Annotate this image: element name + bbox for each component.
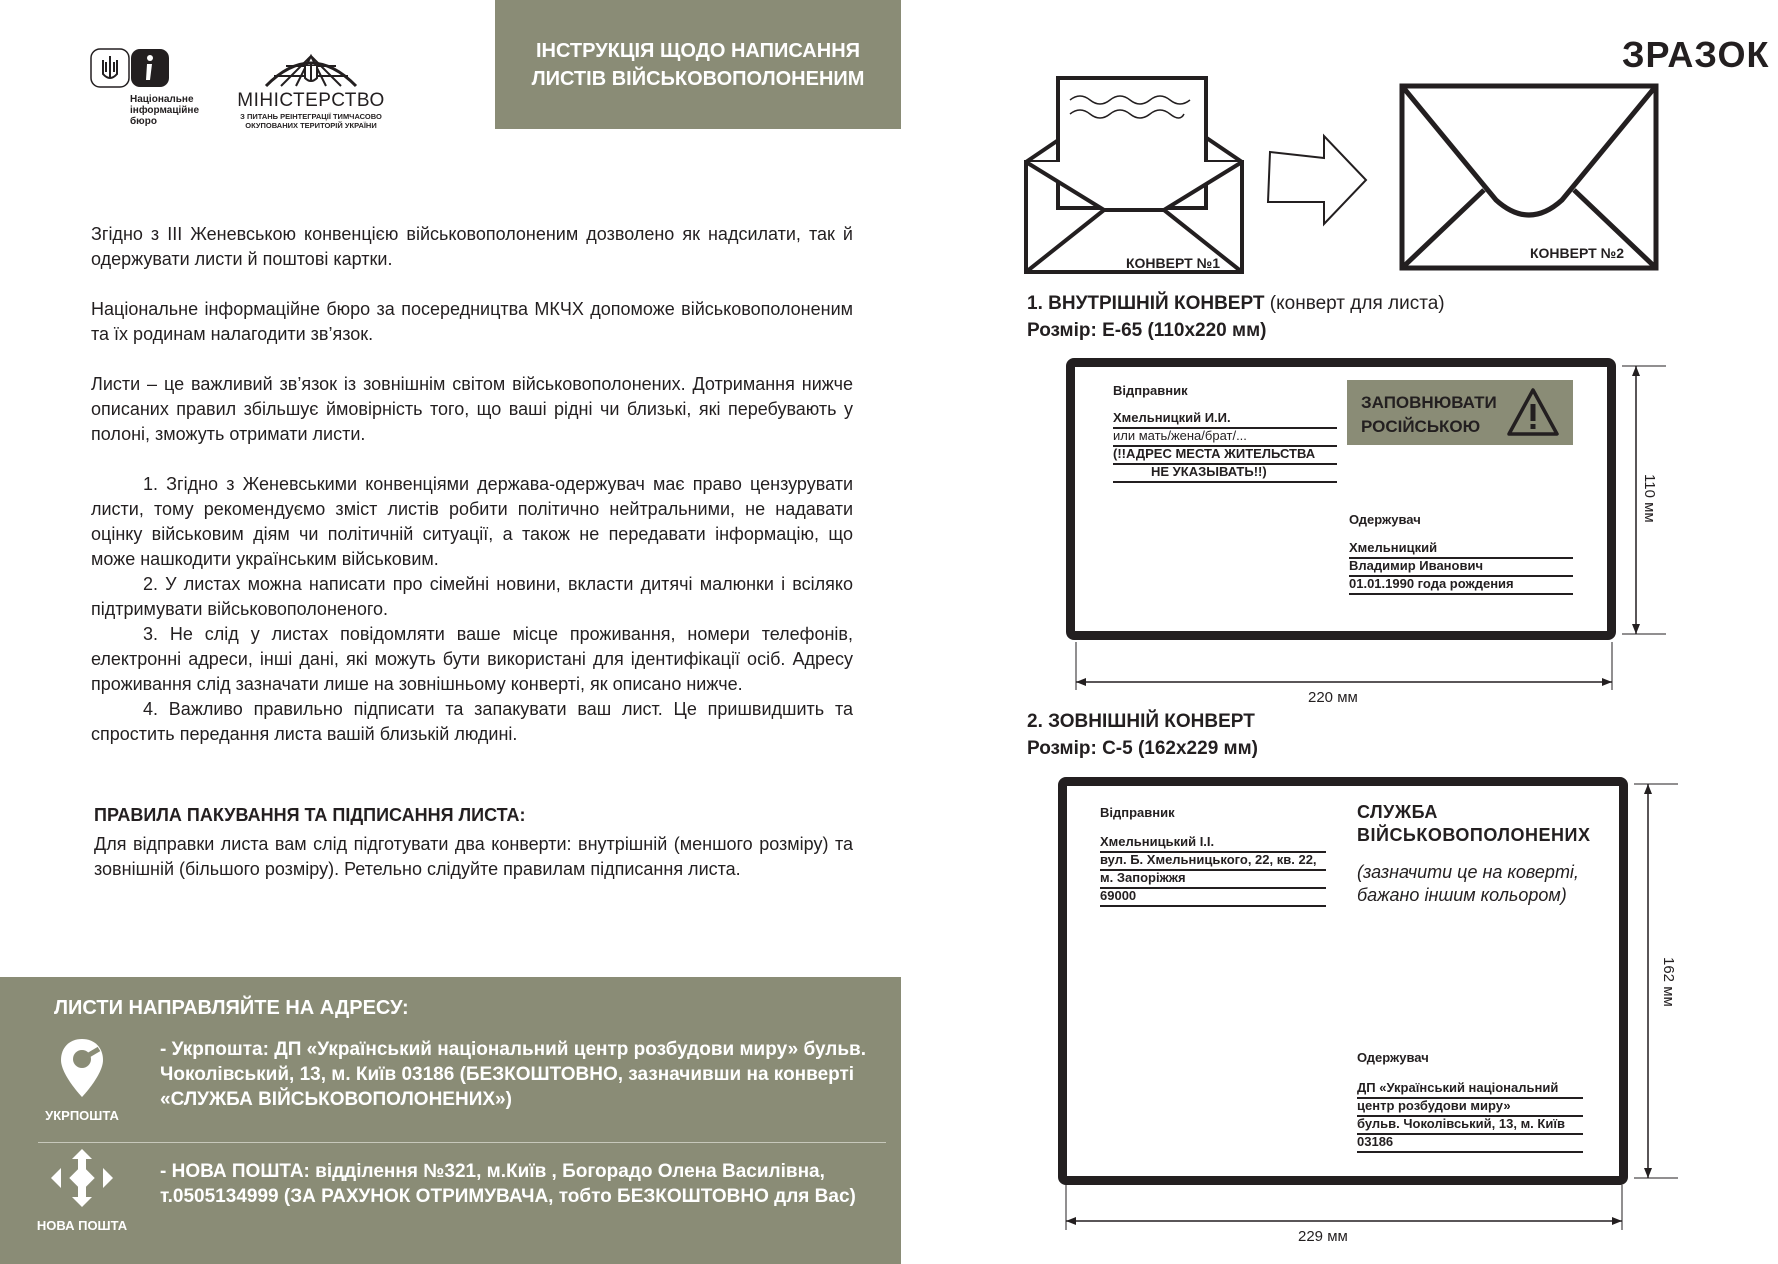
- envelope-2-label: КОНВЕРТ №2: [1530, 245, 1624, 261]
- outer-sender-line-4: 69000: [1100, 888, 1326, 907]
- paragraph-1: Згідно з III Женевською конвенцією військовополоненим дозволено як надсилати, так й одержувати листи й поштові картки.: [91, 224, 853, 269]
- nova-poshta-logo: [32, 1147, 132, 1233]
- ukrposhta-logo: [32, 1037, 132, 1123]
- outer-sender-line-3: м. Запоріжжя: [1100, 870, 1326, 889]
- ukrposhta-address: - Укрпошта: ДП «Український національний центр розбудови миру» бульв. Чоколівський, 13, м. Київ 03186 (БЕЗКОШТОВНО, зазначивши на конверті «СЛУЖБА ВІЙСЬКОВОПОЛОНЕНИХ»): [160, 1039, 866, 1110]
- outer-recipient-line-2: центр розбудови миру»: [1357, 1098, 1583, 1117]
- rule-item-2: 2. У листах можна написати про сімейні новини, вкласти дитячі малюнки і всіляко підтримувати військовополоненого.: [91, 574, 853, 619]
- outer-sender-line-1: Хмельницький І.І.: [1100, 834, 1326, 853]
- inner-sender-line-4: НЕ УКАЗЫВАТЬ!!): [1113, 464, 1337, 483]
- inner-height-label: 110 мм: [1641, 474, 1658, 523]
- nib-caption: Національне інформаційне бюро: [130, 94, 200, 127]
- nova-poshta-address: - НОВА ПОШТА: відділення №321, м.Київ , Богорадо Олена Василівна, т.0505134999 (ЗА РАХУНОК ОТРИМУВАЧА, тобто БЕЗКОШТОВНО для Вас): [160, 1161, 856, 1207]
- service-name: СЛУЖБА ВІЙСЬКОВОПОЛОНЕНИХ: [1357, 802, 1591, 845]
- inner-sender-label: Відправник: [1113, 383, 1188, 398]
- outer-recipient-line-1: ДП «Український національний: [1357, 1080, 1583, 1099]
- document-title: ІНСТРУКЦІЯ ЩОДО НАПИСАННЯ ЛИСТІВ ВІЙСЬКОВОПОЛОНЕНИМ: [531, 39, 865, 90]
- inner-envelope-heading: [1027, 290, 1445, 317]
- ministry-subtitle: З ПИТАНЬ РЕІНТЕГРАЦІЇ ТИМЧАСОВО ОКУПОВАНИХ ТЕРИТОРІЙ УКРАЇНИ: [240, 112, 382, 130]
- sample-title: ЗРАЗОК: [1622, 34, 1770, 75]
- inner-sender-line-3: (!!АДРЕС МЕСТА ЖИТЕЛЬСТВА: [1113, 446, 1337, 465]
- inner-recipient-line-2: Владимир Иванович: [1349, 558, 1573, 577]
- logos: [90, 48, 390, 138]
- outer-height-label: 162 мм: [1660, 957, 1677, 1007]
- nova-poshta-icon: [49, 1147, 115, 1209]
- outer-sender-line-2: вул. Б. Хмельницького, 22, кв. 22,: [1100, 852, 1326, 871]
- paragraph-3: Листи – це важливий зв’язок із зовнішнім світом військовополонених. Дотримання нижче описаних правил збільшує ймовірність того, що ваші рідні чи близькі, які перебувають у полоні, зможуть отримати листи.: [91, 374, 853, 444]
- ministry-dome-icon: [236, 48, 386, 88]
- rule-item-3: 3. Не слід у листах повідомляти ваше місце проживання, номери телефонів, електронні адреси, інші дані, які можуть бути використані для ідентифікації осіб. Адресу проживання слід зазначати лише на зовнішньому конверті, як описано нижче.: [91, 624, 853, 694]
- inner-recipient-label: Одержувач: [1349, 512, 1421, 527]
- address-divider: [38, 1142, 886, 1143]
- ukrposhta-label: УКРПОШТА: [45, 1108, 119, 1123]
- inner-recipient-line-1: Хмельницкий: [1349, 540, 1573, 559]
- document-title-box: [495, 0, 901, 129]
- outer-sender-label: Відправник: [1100, 805, 1175, 820]
- inner-sender-line-2: или мать/жена/брат/...: [1113, 428, 1337, 447]
- ukrposhta-pin-icon: [59, 1037, 105, 1099]
- outer-envelope-size: Розмір: С-5 (162х229 мм): [1027, 738, 1258, 759]
- service-note: (зазначити це на коверті, бажано іншим кольором): [1357, 862, 1579, 905]
- outer-dimension-lines: [1058, 780, 1678, 1230]
- language-warning-text: ЗАПОВНЮВАТИ РОСІЙСЬКОЮ: [1361, 393, 1497, 436]
- inner-width-label: 220 мм: [1308, 689, 1358, 706]
- inner-recipient-line-3: 01.01.1990 года рождения: [1349, 576, 1573, 595]
- inner-envelope-title: 1. ВНУТРІШНІЙ КОНВЕРТ: [1027, 293, 1265, 314]
- nib-logo-icon: [90, 48, 170, 90]
- address-panel: [0, 977, 901, 1264]
- outer-width-label: 229 мм: [1298, 1228, 1348, 1245]
- paragraph-2: Національне інформаційне бюро за посередництва МКЧХ допоможе військовополоненим та їх родинам налагодити зв’язок.: [91, 299, 853, 344]
- ministry-title: МІНІСТЕРСТВО: [237, 90, 385, 111]
- outer-recipient-line-4: 03186: [1357, 1134, 1583, 1153]
- envelope-1-label: КОНВЕРТ №1: [1126, 255, 1220, 271]
- intro-text: [91, 222, 853, 747]
- inner-envelope-note: (конверт для листа): [1269, 293, 1445, 314]
- outer-recipient-line-3: бульв. Чоколівський, 13, м. Київ: [1357, 1116, 1583, 1135]
- envelope-illustrations: [1022, 72, 1378, 278]
- arrow-right-icon: [1268, 136, 1366, 224]
- closed-envelope-icon: [1398, 82, 1660, 272]
- packing-rules-title: ПРАВИЛА ПАКУВАННЯ ТА ПІДПИСАННЯ ЛИСТА:: [94, 805, 526, 825]
- rule-item-1: 1. Згідно з Женевськими конвенціями держава-одержувач має право цензурувати листи, тому рекомендуємо зміст листів робити політично нейтральними, не надавати оцінку військовим діям чи політичній ситуації, а також не передавати інформацію, що може нашкодити українським військовим.: [91, 474, 853, 569]
- inner-dimension-lines: [1066, 360, 1666, 690]
- rule-item-4: 4. Важливо правильно підписати та запакувати ваш лист. Це пришвидшить та спростить передання листа вашій близькій людині.: [91, 699, 853, 744]
- inner-sender-line-1: Хмельницкий И.И.: [1113, 410, 1337, 429]
- outer-envelope-title: 2. ЗОВНІШНІЙ КОНВЕРТ: [1027, 711, 1255, 732]
- inner-envelope-size: Розмір: Е-65 (110х220 мм): [1027, 320, 1267, 341]
- address-panel-title: ЛИСТИ НАПРАВЛЯЙТЕ НА АДРЕСУ:: [54, 997, 409, 1019]
- packing-rules-text: Для відправки листа вам слід підготувати два конверти: внутрішній (меншого розміру) та зовнішній (більшого розміру). Ретельно слідуйте правилам підписання листа.: [94, 834, 853, 879]
- outer-recipient-label: Одержувач: [1357, 1050, 1429, 1065]
- open-envelope-icon: [1026, 78, 1242, 272]
- nova-poshta-label: НОВА ПОШТА: [36, 1218, 128, 1233]
